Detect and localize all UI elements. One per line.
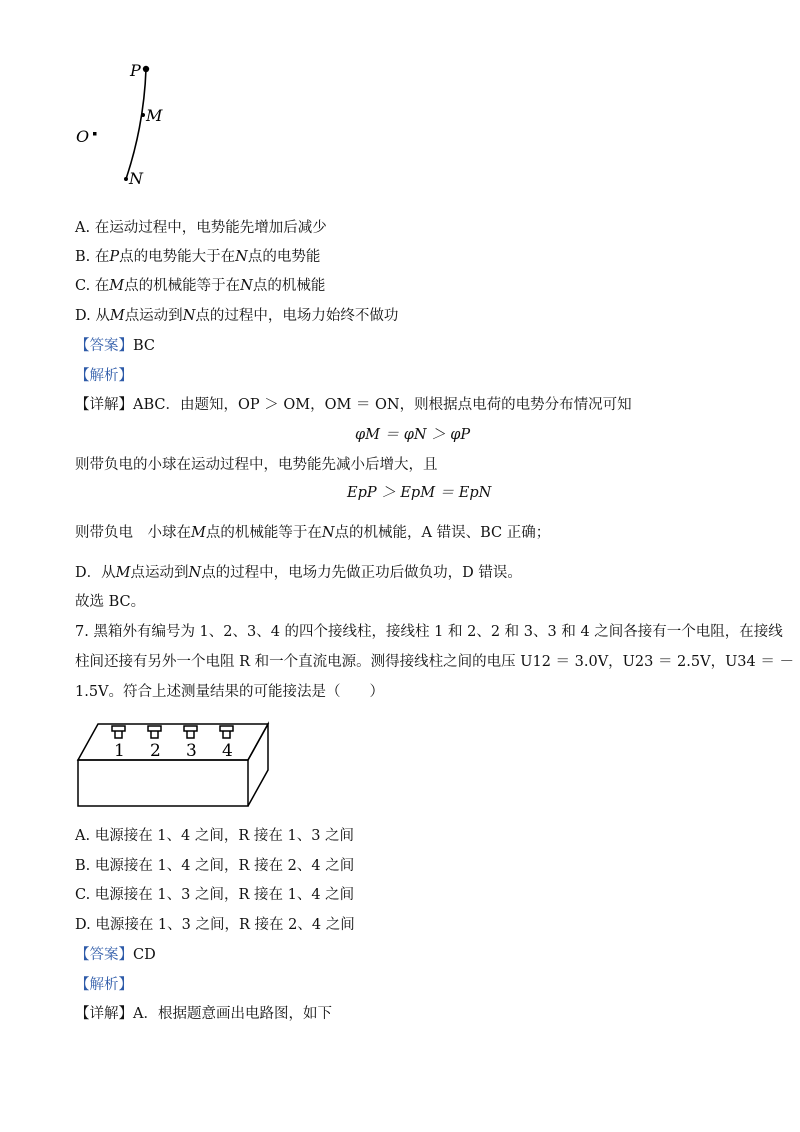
text: 则带负电 小球在: [75, 525, 191, 541]
box-top-face: [78, 724, 268, 760]
answer-tag: 【答案】: [75, 947, 133, 963]
var: M: [115, 565, 131, 581]
detail-tag: 【详解】: [75, 397, 133, 413]
box-front-face: [78, 760, 248, 806]
terminal-label-4: 4: [222, 741, 233, 761]
q6-detail-2: 则带负电的小球在运动过程中，电势能先减小后增大，且: [75, 457, 438, 473]
text: B. 在: [75, 249, 110, 265]
text: 点的过程中，电场力始终不做功: [195, 308, 399, 324]
var: N: [188, 565, 202, 581]
point-n-dot: [124, 177, 128, 181]
q7-answer: [75, 945, 156, 965]
box-side-face: [248, 724, 268, 806]
var: N: [235, 249, 248, 265]
trajectory-figure: [70, 55, 190, 195]
q7-option-d: D. 电源接在 1、3 之间，R 接在 2、4 之间: [75, 917, 355, 933]
point-o-dot: [93, 132, 97, 136]
text: 点的机械能，A 错误、BC 正确；: [334, 525, 551, 541]
text: 点运动到: [130, 565, 189, 581]
answer-tag: 【答案】: [75, 338, 133, 354]
q6-option-d: [75, 306, 398, 326]
text: 点运动到: [124, 308, 183, 324]
text: D．从: [75, 565, 116, 581]
q7-stem-line-2: 柱间还接有另外一个电阻 R 和一个直流电源。测得接线柱之间的电压 U12 ＝ 3.0V，U23 ＝ 2.5V，U34 ＝ －: [75, 654, 794, 670]
var: M: [191, 525, 206, 541]
label-m: M: [146, 106, 163, 125]
q6-conclusion: 故选 BC。: [75, 594, 146, 610]
terminal-label-3: 3: [186, 741, 197, 761]
detail-text: ABC．由题知，OP ＞ OM，OM ＝ ON，则根据点电荷的电势分布情况可知: [133, 397, 632, 413]
q6-option-a: A. 在运动过程中，电势能先增加后减少: [75, 220, 327, 236]
text: C. 在: [75, 278, 110, 294]
analysis-tag: 【解析】: [75, 368, 133, 384]
var: N: [321, 525, 335, 541]
text: 点的机械能等于在: [124, 278, 241, 294]
detail-text: A．根据题意画出电路图，如下: [133, 1006, 332, 1022]
text: 点的电势能大于在: [119, 249, 236, 265]
terminal-3: [184, 726, 197, 738]
text: 点的过程中，电场力先做正功后做负功，D 错误。: [201, 565, 522, 581]
text: 点的机械能: [252, 278, 326, 294]
q6-option-b: [75, 247, 320, 267]
q6-option-c: [75, 276, 325, 296]
terminal-2: [148, 726, 161, 738]
var: N: [240, 278, 253, 294]
answer-value: BC: [133, 338, 156, 354]
var: P: [109, 249, 120, 265]
label-o: O: [76, 127, 90, 146]
q6-formula-2: EpP ＞ EpM ＝ EpN: [347, 485, 492, 501]
point-m-dot: [141, 113, 145, 117]
q7-option-a: A. 电源接在 1、4 之间，R 接在 1、3 之间: [75, 828, 355, 844]
q6-formula-1: φM ＝ φN ＞ φP: [355, 427, 471, 443]
q6-answer: [75, 336, 155, 356]
q6-detail-4: [75, 563, 522, 583]
text: 点的机械能等于在: [205, 525, 322, 541]
terminal-1: [112, 726, 125, 738]
analysis-tag: 【解析】: [75, 977, 133, 993]
text: 点的电势能: [247, 249, 321, 265]
detail-tag: 【详解】: [75, 1006, 133, 1022]
q7-analysis-tag: [75, 975, 133, 995]
answer-value: CD: [133, 947, 156, 963]
q6-detail-1: [75, 395, 632, 415]
trajectory-curve: [126, 69, 146, 179]
terminal-label-2: 2: [150, 741, 161, 761]
terminal-4: [220, 726, 233, 738]
var: M: [109, 278, 125, 294]
point-p-dot: [143, 66, 149, 72]
q7-stem-line-3: 1.5V。符合上述测量结果的可能接法是（ ）: [75, 684, 385, 700]
black-box-figure: [72, 714, 282, 814]
var: M: [109, 308, 125, 324]
q7-stem-line-1: 7. 黑箱外有编号为 1、2、3、4 的四个接线柱，接线柱 1 和 2、2 和 3、3 和 4 之间各接有一个电阻，在接线: [75, 624, 783, 640]
q6-detail-3: [75, 523, 550, 543]
q7-option-b: B. 电源接在 1、4 之间，R 接在 2、4 之间: [75, 858, 355, 874]
q7-option-c: C. 电源接在 1、3 之间，R 接在 1、4 之间: [75, 887, 355, 903]
terminal-label-1: 1: [114, 741, 125, 761]
label-p: P: [130, 61, 141, 80]
label-n: N: [129, 169, 143, 188]
var: N: [182, 308, 196, 324]
q7-detail-1: [75, 1004, 332, 1024]
text: D. 从: [75, 308, 110, 324]
q6-analysis-tag: [75, 366, 133, 386]
